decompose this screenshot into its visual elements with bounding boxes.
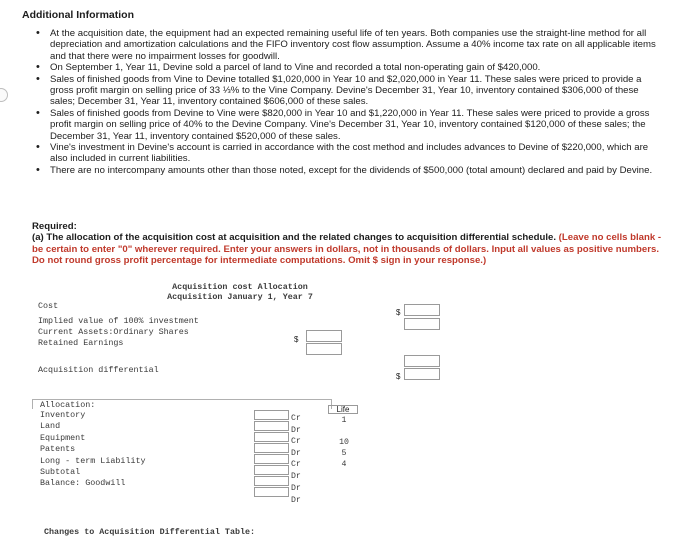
row-land-input[interactable] (254, 421, 289, 431)
ordinary-shares-input[interactable] (306, 330, 342, 342)
row-land-label: Land (40, 421, 61, 431)
row-long-term-liability-label: Long - term Liability (40, 456, 146, 466)
required-part-a (32, 232, 672, 266)
info-bullet-1: • At the acquisition date, the equipment had an expected remaining useful life of ten years. Both companies use the straight-line method for all depreciation and amortization calculations and the FIFO inventory cost flow assumption. Assume a 40% income tax rate on all applicable items and that there were no impairment losses for goodwill. (36, 28, 666, 62)
implied-value-label: Implied value of 100% investment (38, 316, 199, 326)
row-goodwill-label: Balance: Goodwill (40, 478, 126, 488)
row-patents-input[interactable] (254, 443, 289, 453)
allocation-table-title (150, 283, 330, 302)
row-goodwill-input[interactable] (254, 476, 289, 486)
required-part-a-instructions: (Leave no cells blank - be certain to enter "0" wherever required. Enter your answers in dollars, not in thousands of dollars. Input all values as positive numbers. Do not round gross profit percentage for intermediate computations. Omit $ sign in your response.) (32, 232, 662, 267)
info-bullet-2: • On September 1, Year 11, Devine sold a parcel of land to Vine and recorded a total non-operating gain of $420,000. (36, 62, 666, 73)
row-equipment-label: Equipment (40, 433, 86, 443)
row-extra-crdr: Dr (291, 496, 301, 505)
required-part-a-prefix: (a) The allocation of the acquisition cost at acquisition and the related changes to acquisition differential schedule. (32, 232, 557, 244)
row-inventory-input[interactable] (254, 410, 289, 420)
required-section (32, 221, 672, 267)
info-bullet-6: • There are no intercompany amounts other than those noted, except for the dividends of $500,000 (total amount) declared and paid by Devine. (36, 165, 666, 176)
retained-earnings-label: Retained Earnings (38, 338, 124, 348)
row-goodwill-crdr: Dr (291, 484, 301, 493)
row-land-crdr: Dr (291, 426, 301, 435)
row-long-term-liability-life: 4 (341, 460, 347, 469)
equity-dollar-sign: $ (294, 335, 299, 344)
changes-table-label: Changes to Acquisition Differential Table: (44, 527, 256, 537)
acq-diff-dollar-sign: $ (396, 372, 401, 381)
acq-diff-input[interactable] (404, 368, 440, 380)
implied-equity-total-input[interactable] (404, 318, 440, 330)
allocation-title-line1: Acquisition cost Allocation (172, 282, 308, 292)
acq-diff-label: Acquisition differential (38, 365, 159, 375)
allocation-label: Allocation: (40, 400, 96, 410)
acq-diff-upper-input[interactable] (404, 355, 440, 367)
required-heading: Required: (32, 221, 77, 232)
current-assets-label: Current Assets:Ordinary Shares (38, 327, 189, 337)
row-inventory-life: 1 (341, 416, 347, 425)
row-patents-life: 5 (341, 449, 347, 458)
cost-input[interactable] (404, 304, 440, 316)
retained-earnings-input[interactable] (306, 343, 342, 355)
row-equipment-crdr: Cr (291, 437, 301, 446)
row-extra-input[interactable] (254, 487, 289, 497)
row-inventory-label: Inventory (40, 410, 86, 420)
additional-info-list (36, 28, 666, 176)
row-subtotal-crdr: Dr (291, 472, 301, 481)
row-patents-label: Patents (40, 444, 76, 454)
cost-label: Cost (38, 301, 59, 311)
info-bullet-3: • Sales of finished goods from Vine to Devine totalled $1,020,000 in Year 10 and $2,020,000 in Year 11. These sales were priced to provide a gross profit margin on selling price of 33 ⅓% to the Vine Company. Devine's December 31, Year 10, inventory contained $306,000 of these sales; December 31, Year 11, inventory contained $606,000 of these sales. (36, 74, 666, 108)
row-subtotal-input[interactable] (254, 465, 289, 475)
section-title: Additional Information (22, 9, 134, 21)
info-bullet-5: • Vine's investment in Devine's account is carried in accordance with the cost method and includes advances to Devine of $220,000, which are also included in current liabilities. (36, 142, 666, 165)
info-bullet-4: • Sales of finished goods from Devine to Vine were $820,000 in Year 10 and $1,220,000 in Year 11. These sales were priced to provide a gross profit margin on selling price of 40% to the Devine Company. Vine's December 31, Year 10, inventory contained $120,000 of these sales; the December 31, Year 11, inventory contained $520,000 of these sales. (36, 108, 666, 142)
row-equipment-life: 10 (339, 438, 349, 447)
cost-dollar-sign: $ (396, 308, 401, 317)
row-long-term-liability-input[interactable] (254, 454, 289, 464)
row-equipment-input[interactable] (254, 432, 289, 442)
row-subtotal-label: Subtotal (40, 467, 81, 477)
allocation-title-line2: Acquisition January 1, Year 7 (167, 291, 313, 302)
life-header: Life (328, 405, 358, 414)
row-long-term-liability-crdr: Cr (291, 460, 301, 469)
edge-handle (0, 88, 8, 102)
row-patents-crdr: Dr (291, 449, 301, 458)
row-inventory-crdr: Cr (291, 414, 301, 423)
